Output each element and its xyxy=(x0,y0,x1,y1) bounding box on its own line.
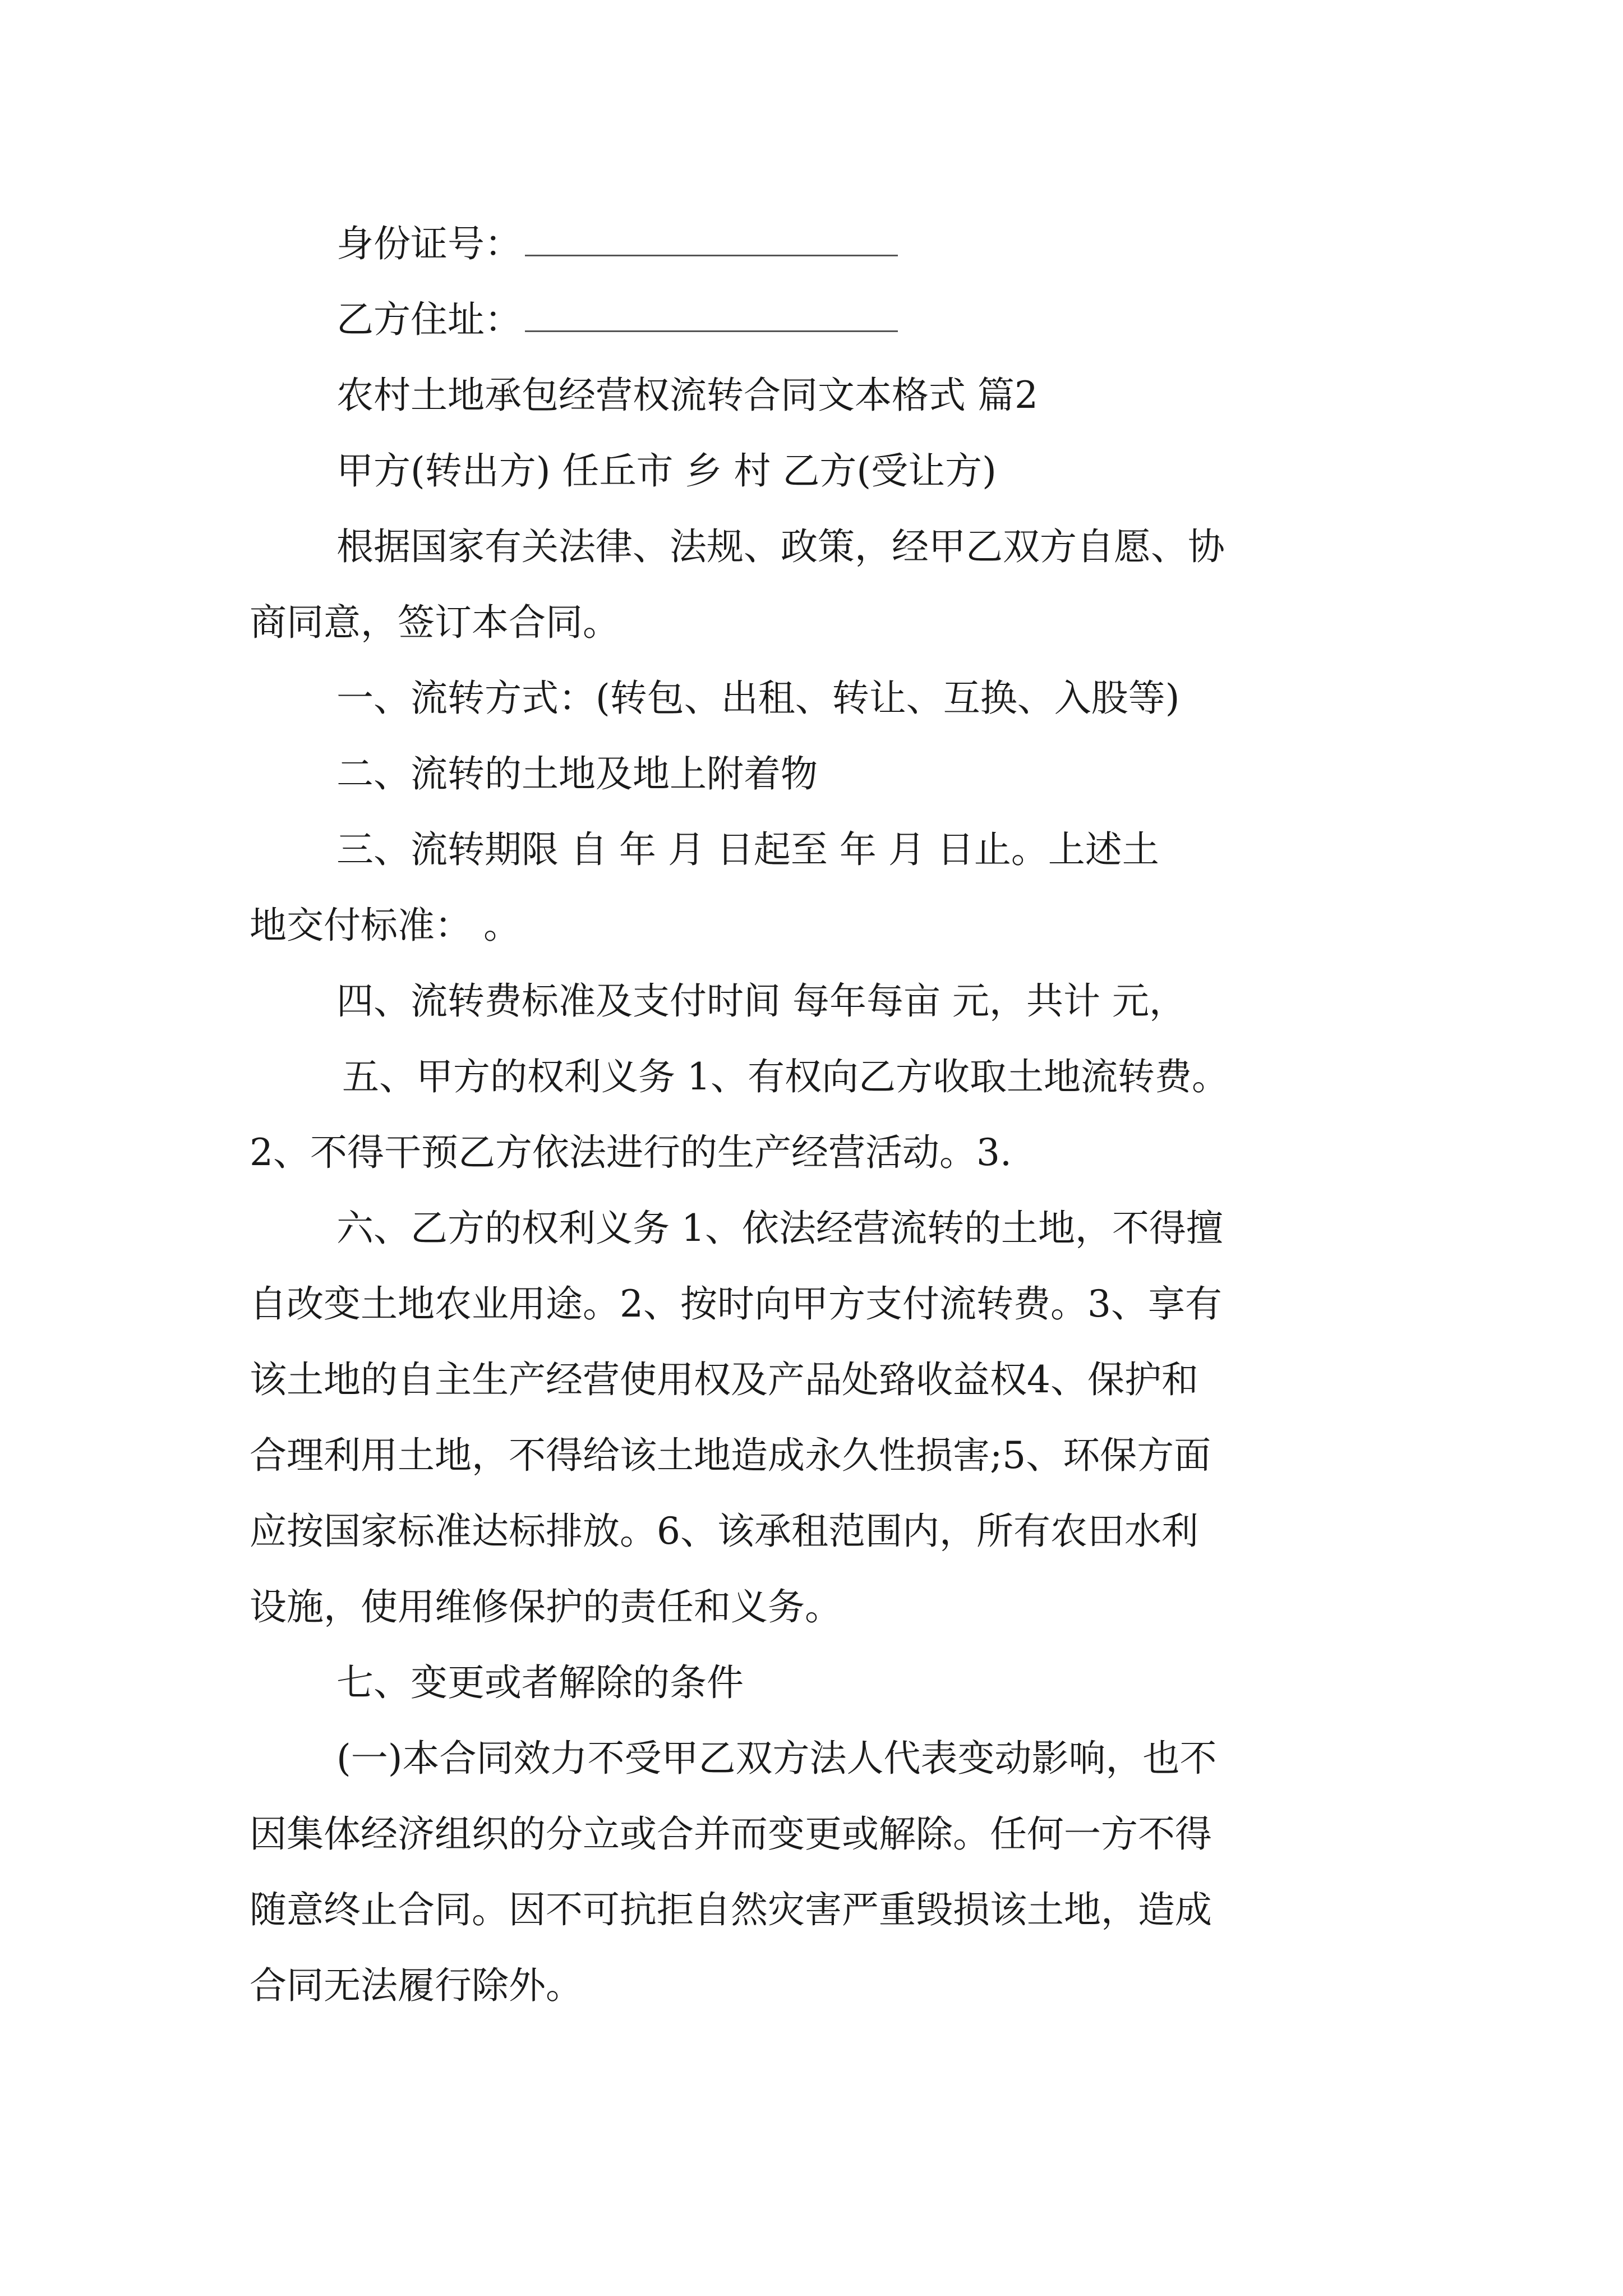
clause-7-1-line-1: (一)本合同效力不受甲乙双方法人代表变动影响，也不 xyxy=(336,1737,1217,1780)
clause-5-line-1: 五、甲方的权利义务 1、有权向乙方收取土地流转费。 xyxy=(342,1055,1229,1098)
section-heading: 农村土地承包经营权流转合同文本格式 篇2 xyxy=(336,374,1038,417)
clause-6-line-6: 设施，使用维修保护的责任和义务。 xyxy=(250,1585,842,1628)
clause-6-line-5: 应按国家标准达标排放。6、该承租范围内，所有农田水利 xyxy=(250,1510,1198,1553)
clause-7: 七、变更或者解除的条件 xyxy=(336,1661,744,1704)
clause-7-1-line-3: 随意终止合同。因不可抗拒自然灾害严重毁损该土地，造成 xyxy=(250,1888,1212,1931)
id-number-field xyxy=(336,219,1399,269)
clause-7-1-line-4: 合同无法履行除外。 xyxy=(250,1964,583,2007)
parties-line: 甲方(转出方) 任丘市 乡 村 乙方(受让方) xyxy=(336,449,997,493)
clause-6-line-2: 自改变土地农业用途。2、按时向甲方支付流转费。3、享有 xyxy=(250,1282,1222,1326)
clause-4: 四、流转费标准及支付时间 每年每亩 元，共计 元， xyxy=(336,979,1186,1023)
clause-6-line-3: 该土地的自主生产经营使用权及产品处臵收益权4、保护和 xyxy=(250,1358,1198,1401)
id-number-label: 身份证号： xyxy=(336,222,522,265)
clause-3-line-2: 地交付标准： 。 xyxy=(250,904,520,947)
party-b-address-label: 乙方住址： xyxy=(336,298,522,341)
intro-line-1: 根据国家有关法律、法规、政策，经甲乙双方自愿、协 xyxy=(336,525,1225,568)
clause-3-line-1: 三、流转期限 自 年 月 日起至 年 月 日止。上述土 xyxy=(336,828,1159,871)
clause-7-1-line-2: 因集体经济组织的分立或合并而变更或解除。任何一方不得 xyxy=(250,1812,1212,1856)
party-b-address-blank xyxy=(525,295,898,332)
id-number-blank xyxy=(525,219,898,256)
clause-5-line-2: 2、不得干预乙方依法进行的生产经营活动。3. xyxy=(250,1131,1012,1174)
party-b-address-field xyxy=(336,295,1399,345)
clause-6-line-1: 六、乙方的权利义务 1、依法经营流转的土地，不得擅 xyxy=(336,1207,1223,1250)
clause-2: 二、流转的土地及地上附着物 xyxy=(336,752,818,795)
clause-6-line-4: 合理利用土地，不得给该土地造成永久性损害;5、环保方面 xyxy=(250,1434,1211,1477)
intro-line-2: 商同意，签订本合同。 xyxy=(250,601,620,644)
clause-1: 一、流转方式：(转包、出租、转让、互换、入股等) xyxy=(336,677,1180,720)
